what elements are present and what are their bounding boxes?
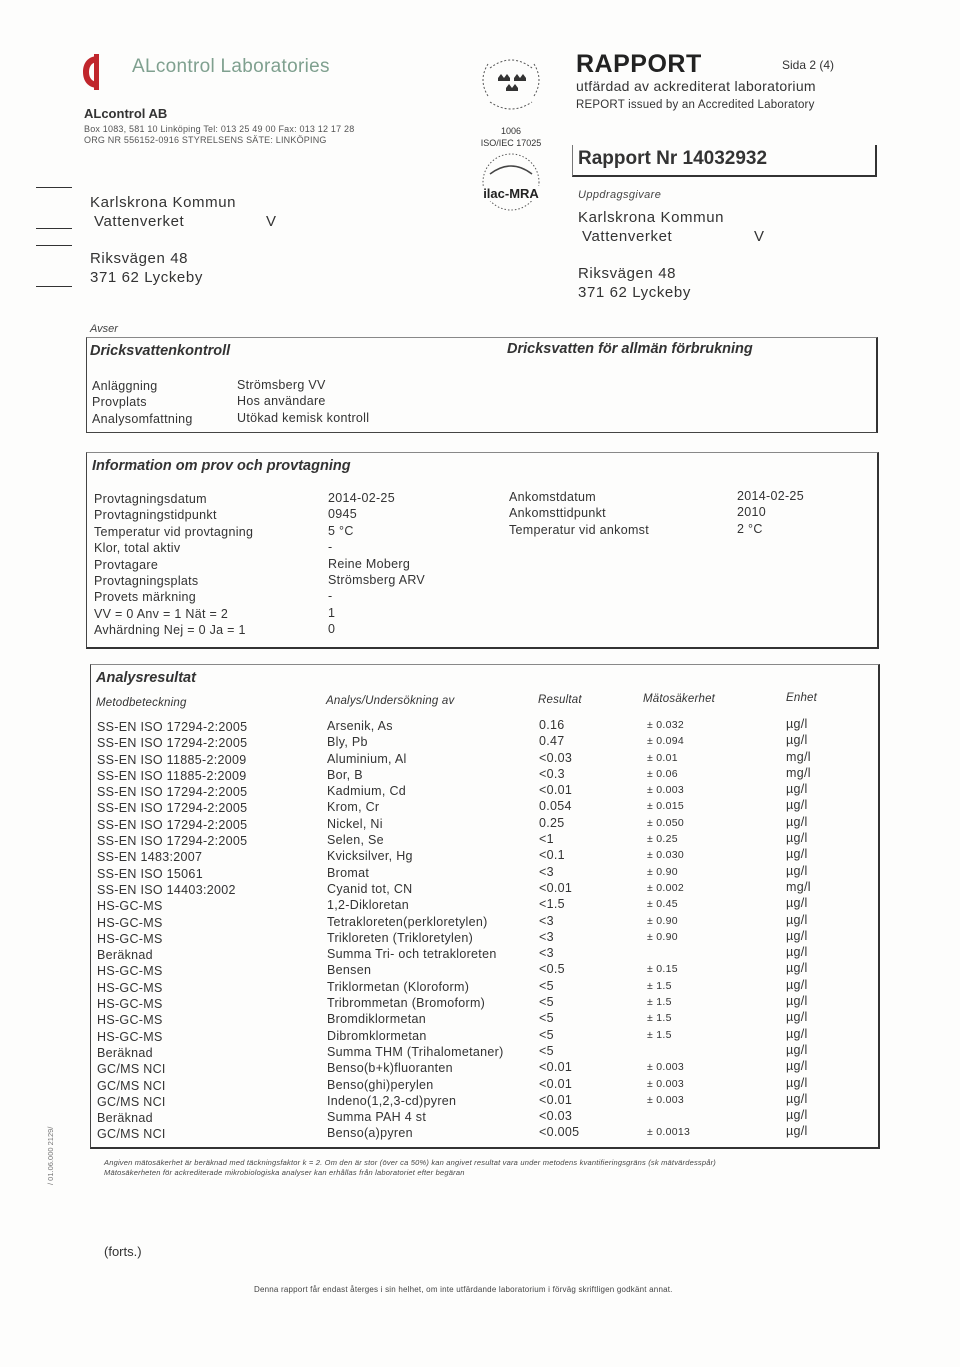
footnote-uncertainty: Angiven mätosäkerhet är beräknad med täckningsfaktor k = 2. Om den är stor (över ca 50%) kan angivet resultat vara under metodens kvantifieringsgräns (sk mätvärdesspår): [104, 1158, 717, 1167]
results-cell-unit: µg/l: [786, 717, 808, 731]
results-cell-method: GC/MS NCI: [97, 1062, 166, 1077]
client-street: Riksvägen 48: [578, 265, 677, 282]
results-cell-method: HS-GC-MS: [97, 1013, 163, 1028]
results-cell-method: HS-GC-MS: [97, 997, 163, 1012]
ilac-mra-label: ilac-MRA: [476, 186, 546, 201]
results-cell-unc: ± 0.25: [647, 833, 678, 846]
company-org-nr: ORG NR 556152-0916 STYRELSENS SÄTE: LINKÖPING: [84, 135, 327, 145]
results-cell-result: <3: [539, 913, 554, 928]
results-cell-method: SS-EN 1483:2007: [97, 850, 203, 865]
results-cell-analysis: Summa Tri- och tetrakloreten: [327, 947, 497, 962]
results-cell-unc: ± 1.5: [647, 996, 672, 1009]
avser-row-value: Hos användare: [237, 394, 326, 409]
results-cell-method: HS-GC-MS: [97, 964, 163, 979]
info-label: Ankomsttidpunkt: [509, 506, 606, 521]
results-cell-unc: ± 0.003: [647, 1061, 685, 1074]
company-address: Box 1083, 581 10 Linköping Tel: 013 25 49 00 Fax: 013 12 17 28: [84, 124, 355, 134]
info-label: Avhärdning Nej = 0 Ja = 1: [94, 623, 246, 638]
results-cell-analysis: Dibromklormetan: [327, 1028, 427, 1043]
results-cell-unit: µg/l: [786, 928, 808, 943]
results-cell-result: <5: [539, 1043, 554, 1058]
results-cell-unc: ± 1.5: [647, 1012, 672, 1025]
results-cell-unit: µg/l: [786, 1124, 808, 1139]
info-label: Provtagningsplats: [94, 574, 199, 589]
results-cell-method: Beräknad: [97, 1111, 153, 1126]
results-cell-unc: ± 0.90: [647, 865, 678, 878]
results-cell-unit: µg/l: [786, 1042, 808, 1057]
results-cell-result: <1: [539, 832, 554, 847]
margin-mark: [36, 286, 72, 287]
info-value: 2014-02-25: [737, 489, 804, 503]
info-value: 2010: [737, 505, 767, 520]
results-cell-unit: µg/l: [786, 782, 808, 797]
results-cell-result: <0.01: [539, 880, 573, 895]
results-cell-unc: ± 0.45: [647, 898, 678, 911]
results-cell-analysis: Bensen: [327, 963, 372, 978]
results-cell-result: 0.47: [539, 734, 565, 749]
results-cell-unit: µg/l: [786, 1108, 808, 1123]
results-cell-result: <5: [539, 995, 554, 1010]
results-cell-unit: µg/l: [786, 961, 808, 976]
results-uncertainty-column: [647, 717, 690, 1141]
results-cell-method: HS-GC-MS: [97, 899, 163, 914]
client-label: Uppdragsgivare: [578, 189, 662, 201]
margin-mark: [36, 228, 72, 229]
results-cell-unc: ± 0.030: [647, 849, 685, 862]
results-cell-method: SS-EN ISO 17294-2:2005: [97, 736, 248, 751]
results-cell-result: <0.3: [539, 766, 565, 781]
report-subtitle-en: REPORT issued by an Accredited Laboratory: [576, 99, 815, 111]
footnote-micro: Mätosäkerheten för ackrediterade mikrobiologiska analyser kan erhållas från laboratoriet efter begäran: [104, 1168, 465, 1177]
info-label: Provets märkning: [94, 590, 197, 605]
results-cell-method: GC/MS NCI: [97, 1094, 166, 1109]
results-value-column: [539, 717, 579, 1141]
bottom-disclaimer: Denna rapport får endast återges i sin helhet, om inte utfärdande laboratorium i förväg skriftligen godkänt annat.: [254, 1285, 673, 1294]
results-cell-unit: µg/l: [786, 896, 808, 911]
results-cell-unit: µg/l: [786, 733, 808, 748]
results-cell-method: GC/MS NCI: [97, 1078, 166, 1093]
results-cell-method: HS-GC-MS: [97, 1029, 163, 1044]
results-cell-analysis: Kadmium, Cd: [327, 784, 407, 799]
results-title: Analysresultat: [96, 670, 196, 686]
results-cell-result: <0.03: [539, 1109, 573, 1124]
results-cell-unc: ± 0.050: [647, 816, 685, 829]
results-cell-method: Beräknad: [97, 1045, 153, 1060]
col-header-method: Metodbeteckning: [96, 697, 187, 709]
avser-row-value: Strömsberg VV: [237, 378, 326, 392]
results-cell-unc: ± 0.90: [647, 930, 678, 943]
avser-row-label: Provplats: [92, 395, 147, 410]
info-value: -: [328, 589, 333, 604]
info-right-values: [737, 488, 804, 537]
results-cell-analysis: Summa PAH 4 st: [327, 1110, 427, 1125]
info-value: 0: [328, 622, 336, 637]
report-title: RAPPORT: [576, 50, 702, 78]
alcontrol-logo-icon: [80, 52, 106, 92]
results-cell-analysis: Bor, B: [327, 767, 363, 782]
results-cell-result: <5: [539, 1027, 554, 1042]
info-value: Strömsberg ARV: [328, 573, 426, 588]
results-cell-unc: ± 0.032: [647, 719, 685, 731]
results-cell-method: SS-EN ISO 15061: [97, 866, 203, 881]
info-value: -: [328, 540, 333, 555]
results-cell-unc: ± 0.003: [647, 784, 685, 797]
results-cell-unit: µg/l: [786, 994, 808, 1009]
info-value: 0945: [328, 507, 358, 522]
results-cell-method: HS-GC-MS: [97, 931, 163, 946]
results-cell-method: SS-EN ISO 14403:2002: [97, 882, 236, 897]
results-cell-unc: ± 0.003: [647, 1093, 685, 1106]
results-cell-analysis: 1,2-Dikloretan: [327, 898, 410, 913]
seal-number: 1006: [500, 126, 522, 136]
results-unit-column: [786, 716, 811, 1140]
avser-labels: [92, 378, 193, 427]
results-cell-result: <3: [539, 929, 554, 944]
avser-row-label: Anläggning: [92, 379, 158, 393]
results-cell-result: <0.01: [539, 1076, 573, 1091]
results-cell-unit: µg/l: [786, 1075, 808, 1090]
results-cell-result: 0.054: [539, 799, 572, 814]
recipient-line2: Vattenverket: [94, 213, 185, 230]
results-cell-method: GC/MS NCI: [97, 1127, 166, 1142]
info-left-values: [328, 490, 425, 638]
results-cell-result: <0.5: [539, 962, 565, 977]
results-cell-analysis: Indeno(1,2,3-cd)pyren: [327, 1093, 457, 1108]
results-cell-method: Beräknad: [97, 948, 153, 963]
results-cell-result: <0.005: [539, 1125, 580, 1140]
avser-row-label: Analysomfattning: [92, 411, 193, 426]
results-cell-analysis: Benso(a)pyren: [327, 1126, 413, 1141]
results-method-column: [97, 719, 247, 1143]
info-label: VV = 0 Anv = 1 Nät = 2: [94, 606, 229, 621]
results-cell-unit: µg/l: [786, 977, 808, 992]
info-label: Klor, total aktiv: [94, 541, 181, 556]
results-cell-unc: ± 0.0013: [647, 1126, 691, 1139]
col-header-result: Resultat: [538, 694, 582, 706]
results-cell-unit: mg/l: [786, 749, 811, 764]
info-label: Provtagningstidpunkt: [94, 508, 217, 523]
results-cell-unit: µg/l: [786, 945, 808, 960]
info-label: Ankomstdatum: [509, 490, 596, 504]
results-cell-unit: µg/l: [786, 831, 808, 846]
results-cell-analysis: Nickel, Ni: [327, 816, 383, 831]
results-cell-unit: µg/l: [786, 1059, 808, 1074]
results-cell-result: <1.5: [539, 897, 565, 912]
results-cell-method: HS-GC-MS: [97, 980, 163, 995]
results-cell-result: <0.01: [539, 783, 573, 798]
results-cell-unc: ± 0.06: [647, 767, 678, 780]
report-number: Rapport Nr 14032932: [578, 148, 768, 169]
results-cell-analysis: Trikloreten (Trikloretylen): [327, 930, 474, 945]
results-cell-result: <5: [539, 1011, 554, 1026]
margin-mark: [36, 245, 72, 246]
results-cell-result: 0.16: [539, 718, 565, 732]
results-cell-unc: ± 0.094: [647, 735, 685, 748]
results-cell-analysis: Bly, Pb: [327, 735, 368, 750]
results-cell-unc: ± 0.002: [647, 881, 685, 894]
results-cell-method: SS-EN ISO 17294-2:2005: [97, 720, 248, 734]
client-line1: Karlskrona Kommun: [578, 209, 725, 226]
results-cell-result: 0.25: [539, 815, 565, 830]
results-cell-method: HS-GC-MS: [97, 915, 163, 930]
results-cell-analysis: Krom, Cr: [327, 800, 380, 815]
avser-subtitle: Dricksvatten för allmän förbrukning: [507, 341, 753, 357]
results-cell-unc: ± 0.15: [647, 963, 678, 976]
seal-standard: ISO/IEC 17025: [480, 138, 542, 148]
results-cell-analysis: Cyanid tot, CN: [327, 881, 413, 896]
results-cell-method: SS-EN ISO 17294-2:2005: [97, 785, 248, 800]
results-cell-unit: µg/l: [786, 798, 808, 813]
info-label: Temperatur vid ankomst: [509, 522, 649, 537]
results-cell-result: <3: [539, 864, 554, 879]
recipient-line1: Karlskrona Kommun: [90, 194, 237, 211]
recipient-mark: V: [266, 213, 277, 230]
results-cell-analysis: Triklormetan (Kloroform): [327, 979, 470, 994]
client-line2: Vattenverket: [582, 228, 673, 245]
results-cell-unc: ± 0.01: [647, 751, 678, 764]
avser-label: Avser: [90, 323, 118, 335]
results-cell-method: SS-EN ISO 17294-2:2005: [97, 817, 248, 832]
results-cell-analysis: Aluminium, Al: [327, 751, 407, 766]
results-cell-unc: [647, 1043, 690, 1059]
results-cell-unit: mg/l: [786, 879, 811, 894]
results-cell-unit: µg/l: [786, 1091, 808, 1106]
results-cell-result: <5: [539, 978, 554, 993]
info-value: 5 °C: [328, 523, 354, 538]
info-value: 2014-02-25: [328, 491, 395, 505]
info-value: 2 °C: [737, 521, 763, 536]
results-cell-unit: µg/l: [786, 814, 808, 829]
company-name: ALcontrol AB: [84, 106, 168, 121]
info-value: Reine Moberg: [328, 556, 411, 571]
results-cell-analysis: Selen, Se: [327, 833, 384, 848]
results-cell-method: SS-EN ISO 11885-2:2009: [97, 752, 247, 767]
results-cell-result: <0.01: [539, 1092, 573, 1107]
info-left-labels: [94, 491, 253, 639]
info-right-labels: [509, 489, 649, 538]
client-city: 371 62 Lyckeby: [578, 284, 691, 301]
info-value: 1: [328, 605, 336, 620]
report-subtitle-sv: utfärdad av ackrediterat laboratorium: [576, 78, 816, 94]
recipient-street: Riksvägen 48: [90, 250, 189, 267]
results-cell-unc: ± 0.003: [647, 1077, 685, 1090]
col-header-analysis: Analys/Undersökning av: [326, 695, 455, 707]
results-cell-method: SS-EN ISO 17294-2:2005: [97, 801, 248, 816]
results-cell-analysis: Benso(b+k)fluoranten: [327, 1061, 453, 1076]
col-header-uncertainty: Mätosäkerhet: [643, 693, 716, 705]
recipient-city: 371 62 Lyckeby: [90, 269, 203, 286]
results-cell-result: <0.03: [539, 750, 573, 765]
results-cell-analysis: Kvicksilver, Hg: [327, 849, 413, 864]
info-label: Provtagningsdatum: [94, 492, 207, 506]
avser-row-value: Utökad kemisk kontroll: [237, 410, 370, 425]
info-title: Information om prov och provtagning: [92, 458, 351, 474]
results-cell-unc: ± 1.5: [647, 979, 672, 992]
client-mark: V: [754, 228, 765, 245]
info-label: Provtagare: [94, 557, 159, 572]
brand-name: ALcontrol Laboratories: [132, 56, 330, 77]
col-header-unit: Enhet: [786, 692, 818, 704]
avser-title: Dricksvattenkontroll: [90, 343, 231, 359]
results-analysis-column: [327, 718, 504, 1142]
continued-label: (forts.): [104, 1244, 142, 1259]
side-code: / 01.06.000 2129/: [46, 1126, 55, 1185]
results-cell-analysis: Bromdiklormetan: [327, 1012, 426, 1027]
results-cell-unit: µg/l: [786, 847, 808, 862]
info-label: Temperatur vid provtagning: [94, 524, 254, 539]
ilac-mra-seal-icon: [468, 150, 554, 214]
results-cell-unc: [647, 945, 690, 961]
results-cell-unit: µg/l: [786, 1026, 808, 1041]
results-cell-result: <3: [539, 946, 554, 961]
results-cell-analysis: Arsenik, As: [327, 719, 393, 733]
results-cell-unit: µg/l: [786, 863, 808, 878]
page-indicator: Sida 2 (4): [782, 58, 835, 72]
results-cell-analysis: Summa THM (Trihalometaner): [327, 1044, 504, 1059]
results-cell-unc: ± 0.90: [647, 914, 678, 927]
results-cell-unit: µg/l: [786, 912, 808, 927]
results-cell-method: SS-EN ISO 11885-2:2009: [97, 768, 247, 783]
results-cell-unit: µg/l: [786, 1010, 808, 1025]
results-cell-analysis: Tribrommetan (Bromoform): [327, 996, 486, 1011]
results-cell-analysis: Tetrakloreten(perkloretylen): [327, 914, 488, 929]
swedac-seal-icon: [468, 50, 554, 126]
results-cell-analysis: Bromat: [327, 865, 370, 880]
results-cell-unc: ± 1.5: [647, 1028, 672, 1041]
avser-values: [237, 377, 369, 426]
results-cell-result: <0.1: [539, 848, 565, 863]
results-cell-method: SS-EN ISO 17294-2:2005: [97, 834, 248, 849]
accreditation-seal: [468, 50, 554, 210]
results-cell-unc: [647, 1108, 690, 1124]
results-cell-unc: ± 0.015: [647, 800, 685, 813]
results-cell-unit: mg/l: [786, 765, 811, 780]
results-cell-analysis: Benso(ghi)perylen: [327, 1077, 434, 1092]
margin-mark: [36, 187, 72, 188]
results-cell-result: <0.01: [539, 1060, 573, 1075]
